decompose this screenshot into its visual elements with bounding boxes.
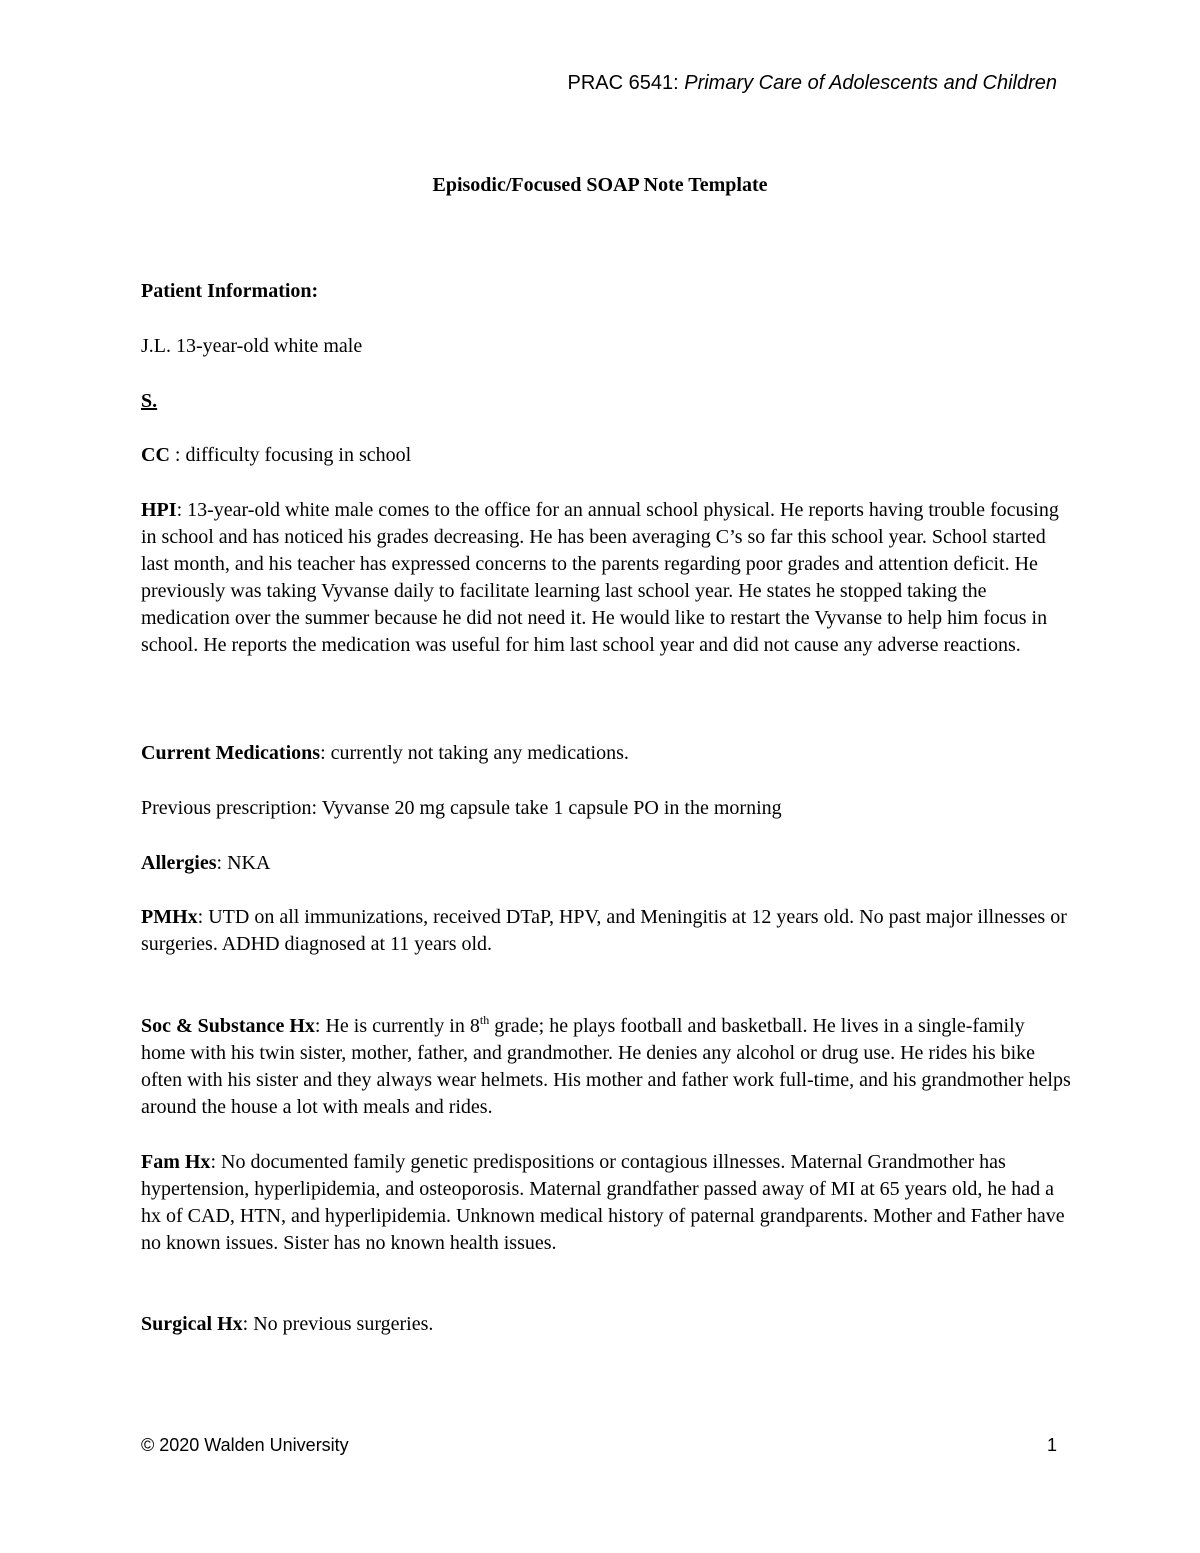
footer-page-number: 1 [1046, 1435, 1057, 1455]
chief-complaint [141, 442, 1071, 469]
allergies-label: Allergies [141, 852, 217, 874]
course-name: Primary Care of Adolescents and Children [684, 72, 1057, 94]
soc-hx-text-after: grade; he plays football and basketball. He lives in a single-family home with his twin sister, mother, father, and grandmother. He denies any alcohol or drug use. He rides his bike often with his sister and they always wear helmets. His mother and father work full-time, and his grandmother helps around the house a lot with meals and rides. [141, 1015, 1071, 1118]
pmhx-paragraph [141, 904, 1071, 958]
ordinal-superscript: th [479, 1013, 490, 1027]
allergies-text: : NKA [216, 852, 271, 874]
patient-info-label: Patient Information: [141, 280, 319, 302]
patient-info-text: J.L. 13-year-old white male [141, 335, 363, 357]
patient-info-heading [141, 278, 1071, 305]
soc-hx-label: Soc & Substance Hx [141, 1015, 315, 1037]
course-code: PRAC 6541: [567, 72, 679, 94]
pmhx-label: PMHx [141, 906, 198, 928]
document-title: Episodic/Focused SOAP Note Template [432, 174, 768, 196]
allergies [141, 850, 1071, 877]
footer-copyright: © 2020 Walden University [141, 1435, 349, 1455]
surgical-hx-label: Surgical Hx [141, 1313, 243, 1335]
surgical-history [141, 1311, 1071, 1338]
surgical-hx-text: : No previous surgeries. [242, 1313, 434, 1335]
hpi-text: : 13-year-old white male comes to the office for an annual school physical. He reports having trouble focusing in school and has noticed his grades decreasing. He has been averaging C’s so far this school year. School started last month, and his teacher has expressed concerns to the parents regarding poor grades and attention deficit. He previously was taking Vyvanse daily to facilitate learning last school year. He states he stopped taking the medication over the summer because he did not need it. He would like to restart the Vyvanse to help him focus in school. He reports the medication was useful for him last school year and did not cause any adverse reactions. [141, 499, 1059, 656]
page-header [568, 70, 1058, 96]
cc-text: : difficulty focusing in school [169, 444, 412, 466]
previous-prescription: Previous prescription: Vyvanse 20 mg capsule take 1 capsule PO in the morning [141, 797, 782, 819]
social-substance-history [141, 1013, 1071, 1121]
fam-hx-label: Fam Hx [141, 1151, 211, 1173]
pmhx-text: : UTD on all immunizations, received DTaP, HPV, and Meningitis at 12 years old. No past major illnesses or surgeries. ADHD diagnosed at 11 years old. [141, 906, 1067, 955]
current-medications [141, 740, 1071, 767]
cc-label: CC [141, 444, 170, 466]
soc-hx-text-before: : He is currently in 8 [314, 1015, 480, 1037]
current-medications-label: Current Medications [141, 742, 321, 764]
subjective-heading-label: S. [141, 390, 158, 412]
hpi-paragraph [141, 497, 1071, 659]
hpi-label: HPI [141, 499, 177, 521]
fam-hx-text: : No documented family genetic predispositions or contagious illnesses. Maternal Grandmother has hypertension, hyperlipidemia, and osteoporosis. Maternal grandfather passed away of MI at 65 years old, he had a hx of CAD, HTN, and hyperlipidemia. Unknown medical history of paternal grandparents. Mother and Father have no known issues. Sister has no known health issues. [141, 1151, 1065, 1254]
subjective-section-heading [141, 388, 1071, 415]
current-medications-text: : currently not taking any medications. [320, 742, 629, 764]
family-history [141, 1149, 1071, 1257]
